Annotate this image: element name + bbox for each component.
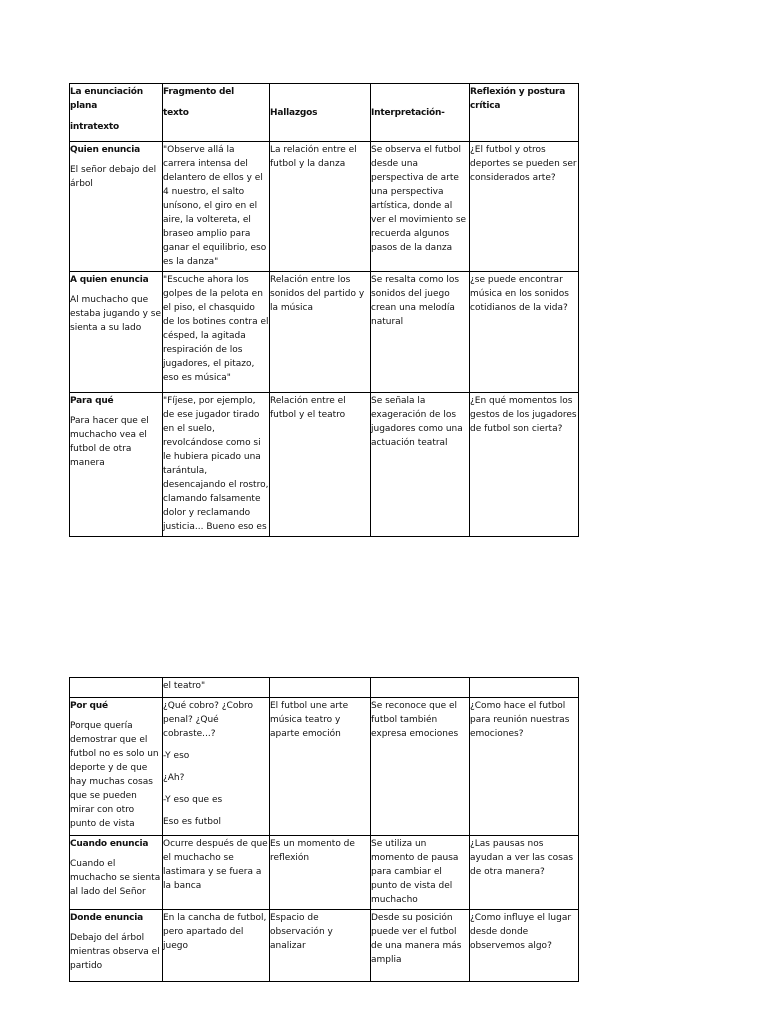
dialogue-line: Eso es futbol: [163, 817, 221, 827]
header-cell-enunciacion: [70, 84, 163, 142]
row-label-cell: [70, 698, 163, 836]
hallazgos-cell: Relación entre los sonidos del partido y la música: [270, 272, 371, 393]
row-label-cell: [70, 142, 163, 272]
table-row: [70, 393, 579, 537]
row-title: Donde enuncia: [70, 913, 143, 923]
reflexion-cell: ¿Como influye el lugar desde donde observemos algo?: [470, 910, 579, 982]
fragment-cell: "Escuche ahora los golpes de la pelota en el piso, el chasquido de los botines contra el césped, la agitada respiración de los jugadores, el pitazo, eso es música": [163, 272, 270, 393]
header-row: [70, 84, 579, 142]
table-row: [70, 836, 579, 910]
row-title: Quien enuncia: [70, 145, 141, 155]
header-text: Interpretación-: [371, 108, 445, 118]
row-description: Porque quería demostrar que el futbol no es solo un deporte y de que hay muchas cosas que se pueden mirar con otro punto de vista: [70, 721, 159, 829]
reflexion-cell: ¿Las pausas nos ayudan a ver las cosas de otra manera?: [470, 836, 579, 910]
header-text: Reflexión y postura crítica: [470, 87, 566, 111]
row-description: Para hacer que el muchacho vea el futbol de otra manera: [70, 416, 149, 468]
header-text: intratexto: [70, 122, 120, 132]
dialogue-line: ¿Qué cobro? ¿Cobro penal? ¿Qué cobraste...?: [163, 701, 254, 739]
header-cell-interpretacion: [371, 84, 470, 142]
row-title: Cuando enuncia: [70, 839, 149, 849]
dialogue-line: -Y eso: [163, 751, 190, 761]
header-text: Hallazgos: [270, 108, 318, 118]
fragment-cell: [163, 698, 270, 836]
fragment-cell: "Observe allá la carrera intensa del delantero de ellos y el 4 nuestro, el salto unísono, el giro en el aire, la voltereta, el braseo amplio para ganar el equilibrio, eso es la danza": [163, 142, 270, 272]
row-label-cell: [70, 836, 163, 910]
row-description: Cuando el muchacho se sienta al lado del Señor: [70, 859, 161, 897]
hallazgos-cell: El futbol une arte música teatro y aparte emoción: [270, 698, 371, 836]
row-title: A quien enuncia: [70, 275, 149, 285]
row-title: Por qué: [70, 701, 108, 711]
dialogue-line: -Y eso que es: [163, 795, 223, 805]
analysis-table-page-1: [69, 83, 579, 537]
reflexion-cell: ¿El futbol y otros deportes se pueden ser considerados arte?: [470, 142, 579, 272]
interpretacion-cell: Se observa el futbol desde una perspectiva de arte una perspectiva artística, donde al ver el movimiento se recuerda algunos pasos de la danza: [371, 142, 470, 272]
hallazgos-cell: Es un momento de reflexión: [270, 836, 371, 910]
empty-cell: [270, 678, 371, 698]
interpretacion-cell: Desde su posición puede ver el futbol de una manera más amplia: [371, 910, 470, 982]
reflexion-cell: ¿se puede encontrar música en los sonidos cotidianos de la vida?: [470, 272, 579, 393]
row-label-cell: [70, 272, 163, 393]
table-row: [70, 910, 579, 982]
fragment-cell: En la cancha de futbol, pero apartado del juego: [163, 910, 270, 982]
header-text: La enunciación: [70, 87, 143, 97]
reflexion-cell: ¿En qué momentos los gestos de los jugadores de futbol son cierta?: [470, 393, 579, 537]
header-cell-fragmento: [163, 84, 270, 142]
header-cell-reflexion: [470, 84, 579, 142]
row-label-cell: [70, 910, 163, 982]
empty-cell: [70, 678, 163, 698]
interpretacion-cell: Se utiliza un momento de pausa para cambiar el punto de vista del muchacho: [371, 836, 470, 910]
row-label-cell: [70, 393, 163, 537]
row-description: El señor debajo del árbol: [70, 165, 157, 189]
fragment-cell: "Fíjese, por ejemplo, de ese jugador tirado en el suelo, revolcándose como si le hubiera picado una tarántula, desencajando el rostro, clamando falsamente dolor y reclamando justicia... Bueno eso es: [163, 393, 270, 537]
hallazgos-cell: La relación entre el futbol y la danza: [270, 142, 371, 272]
header-text: Fragmento del: [163, 87, 235, 97]
row-description: Debajo del árbol mientras observa el partido: [70, 933, 160, 971]
reflexion-cell: ¿Como hace el futbol para reunión nuestras emociones?: [470, 698, 579, 836]
analysis-table-page-2: [69, 677, 579, 982]
header-text: texto: [163, 108, 189, 118]
table-row: [70, 142, 579, 272]
empty-cell: [470, 678, 579, 698]
interpretacion-cell: Se señala la exageración de los jugadores como una actuación teatral: [371, 393, 470, 537]
row-description: Al muchacho que estaba jugando y se sienta a su lado: [70, 295, 161, 333]
interpretacion-cell: Se resalta como los sonidos del juego crean una melodía natural: [371, 272, 470, 393]
table-row: [70, 272, 579, 393]
empty-cell: [371, 678, 470, 698]
fragment-cell: Ocurre después de que el muchacho se lastimara y se fuera a la banca: [163, 836, 270, 910]
continuation-row: [70, 678, 579, 698]
interpretacion-cell: Se reconoce que el futbol también expresa emociones: [371, 698, 470, 836]
hallazgos-cell: Relación entre el futbol y el teatro: [270, 393, 371, 537]
dialogue-line: ¿Ah?: [163, 773, 185, 783]
table-row: [70, 698, 579, 836]
row-title: Para qué: [70, 396, 114, 406]
fragment-continuation: el teatro": [163, 678, 270, 698]
header-cell-hallazgos: [270, 84, 371, 142]
hallazgos-cell: Espacio de observación y analizar: [270, 910, 371, 982]
header-text: plana: [70, 101, 98, 111]
